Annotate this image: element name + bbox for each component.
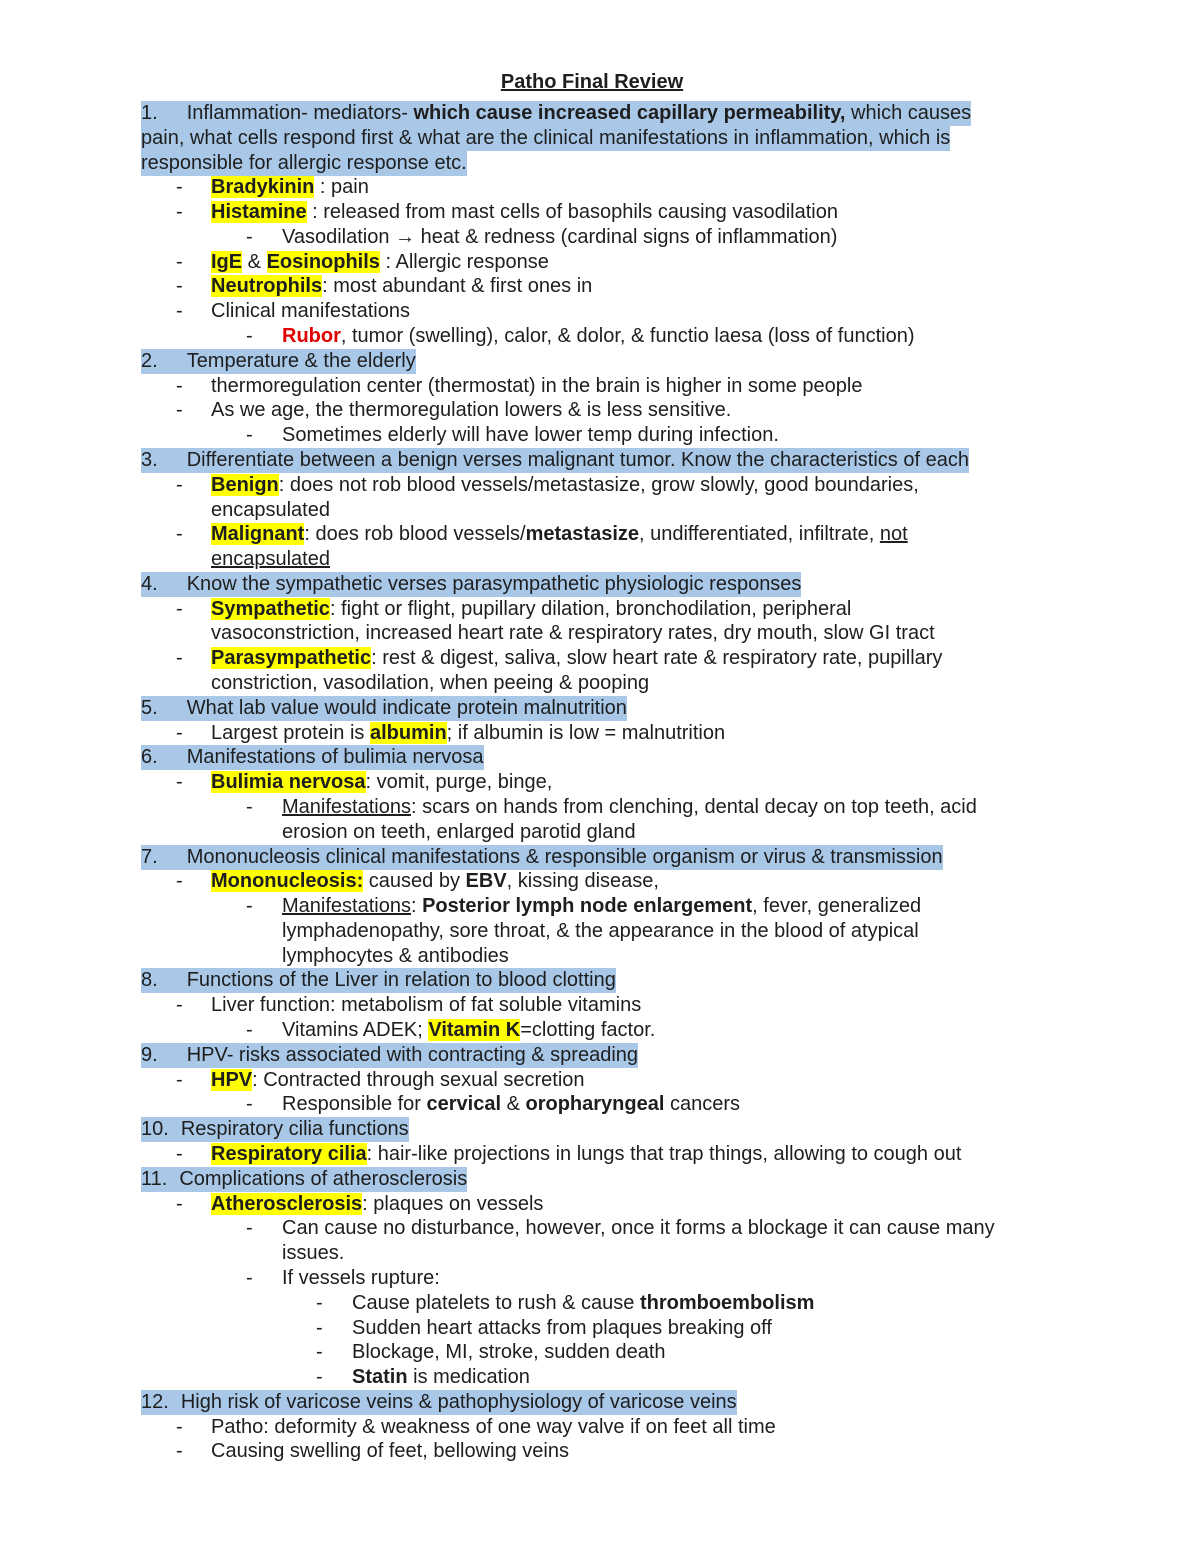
item-text: lymphadenopathy, sore throat, & the appearance in the blood of atypical (282, 920, 919, 942)
list-item (0, 1192, 1200, 1217)
question-text: Manifestations of bulimia nervosa (186, 746, 484, 768)
list-item (0, 175, 1200, 200)
item-text: : does rob blood vessels/ (304, 523, 526, 545)
question-11 (0, 1167, 1200, 1192)
sub-list-item-cont (0, 944, 1200, 969)
item-text-underlined: encapsulated (211, 548, 330, 570)
bullet-dash: - (176, 598, 183, 620)
list-item (0, 869, 1200, 894)
item-text: & (242, 251, 267, 273)
question-text: pain, what cells respond first & what are the clinical manifestations in inflammation, which is (141, 127, 951, 149)
sub-list-item (0, 1092, 1200, 1117)
question-3 (0, 448, 1200, 473)
key-term: Sympathetic (211, 598, 330, 620)
bullet-dash: - (176, 722, 183, 744)
item-text-bold: cervical (426, 1093, 502, 1115)
question-2 (0, 349, 1200, 374)
bullet-dash: - (176, 474, 183, 496)
bullet-dash: - (246, 1217, 253, 1239)
list-item (0, 770, 1200, 795)
question-8 (0, 968, 1200, 993)
item-text: Vitamins ADEK; (282, 1019, 429, 1041)
question-number: 2. (141, 350, 158, 372)
key-term: Respiratory cilia (211, 1143, 367, 1165)
item-text: : (410, 895, 423, 917)
item-text: If vessels rupture: (282, 1267, 440, 1289)
item-text: Liver function: metabolism of fat soluble vitamins (211, 994, 642, 1016)
question-text: Mononucleosis clinical manifestations & responsible organism or virus & transmission (186, 846, 943, 868)
list-item (0, 721, 1200, 746)
question-number: 6. (141, 746, 158, 768)
bullet-dash: - (176, 994, 183, 1016)
item-text: Cause platelets to rush & cause (352, 1292, 640, 1314)
bullet-dash: - (246, 226, 253, 248)
list-item-cont (0, 547, 1200, 572)
item-text: ; if albumin is low = malnutrition (446, 722, 726, 744)
item-text: : Contracted through sexual secretion (252, 1069, 585, 1091)
bullet-dash: - (176, 523, 183, 545)
item-text: Largest protein is (211, 722, 370, 744)
question-7 (0, 845, 1200, 870)
bullet-dash: - (176, 1069, 183, 1091)
key-term: albumin (369, 722, 447, 744)
bullet-dash: - (176, 771, 183, 793)
sub-list-item (0, 795, 1200, 820)
bullet-dash: - (316, 1292, 323, 1314)
list-item-cont (0, 498, 1200, 523)
item-text: : hair-like projections in lungs that trap things, allowing to cough out (366, 1143, 962, 1165)
key-term: Vitamin K (428, 1019, 521, 1041)
question-number: 4. (141, 573, 158, 595)
item-text: Patho: deformity & weakness of one way valve if on feet all time (211, 1416, 776, 1438)
sub-list-item-cont (0, 820, 1200, 845)
item-text: : most abundant & first ones in (322, 275, 593, 297)
list-item-cont (0, 621, 1200, 646)
item-text: is medication (407, 1366, 530, 1388)
item-text: : pain (314, 176, 369, 198)
item-text: : does not rob blood vessels/metastasize, grow slowly, good boundaries, (278, 474, 919, 496)
item-text: issues. (282, 1242, 345, 1264)
bullet-dash: - (246, 796, 253, 818)
question-4 (0, 572, 1200, 597)
item-text: , tumor (swelling), calor, & dolor, & functio laesa (loss of function) (340, 325, 915, 347)
bullet-dash: - (316, 1317, 323, 1339)
question-number: 10. (141, 1118, 169, 1140)
bullet-dash: - (246, 424, 253, 446)
question-text: HPV- risks associated with contracting & spreading (186, 1044, 639, 1066)
key-term: Mononucleosis: (211, 870, 364, 892)
item-text-underlined: Manifestations (282, 895, 411, 917)
item-text: =clotting factor. (520, 1019, 656, 1041)
item-text: : rest & digest, saliva, slow heart rate & respiratory rate, pupillary (371, 647, 943, 669)
question-text: What lab value would indicate protein malnutrition (186, 697, 627, 719)
bullet-dash: - (176, 1143, 183, 1165)
bullet-dash: - (246, 895, 253, 917)
bullet-dash: - (316, 1341, 323, 1363)
sub-list-item-cont (0, 919, 1200, 944)
list-item (0, 1439, 1200, 1464)
question-number: 5. (141, 697, 158, 719)
item-text: constriction, vasodilation, when peeing & pooping (211, 672, 650, 694)
item-text: : fight or flight, pupillary dilation, bronchodilation, peripheral (329, 598, 852, 620)
question-1-cont (0, 126, 1200, 151)
item-text: cancers (664, 1093, 741, 1115)
item-text: lymphocytes & antibodies (282, 945, 509, 967)
list-item (0, 1415, 1200, 1440)
bullet-dash: - (246, 1093, 253, 1115)
sub-sub-list-item (0, 1340, 1200, 1365)
bullet-dash: - (176, 275, 183, 297)
key-term: Bradykinin (211, 176, 315, 198)
item-text: encapsulated (211, 499, 330, 521)
question-text: Functions of the Liver in relation to blood clotting (186, 969, 616, 991)
key-term: Parasympathetic (211, 647, 372, 669)
bullet-dash: - (176, 375, 183, 397)
question-text-bold: which cause increased capillary permeability, (413, 102, 846, 124)
bullet-dash: - (176, 1416, 183, 1438)
bullet-dash: - (176, 251, 183, 273)
question-number: 3. (141, 449, 158, 471)
list-item (0, 200, 1200, 225)
item-text: caused by (363, 870, 466, 892)
sub-list-item (0, 894, 1200, 919)
sub-list-item (0, 423, 1200, 448)
item-text: erosion on teeth, enlarged parotid gland (282, 821, 636, 843)
item-text: Responsible for (282, 1093, 427, 1115)
item-text-bold: Statin (352, 1366, 408, 1388)
sub-sub-list-item (0, 1291, 1200, 1316)
list-item (0, 398, 1200, 423)
key-term: Bulimia nervosa (211, 771, 366, 793)
question-number: 8. (141, 969, 158, 991)
bullet-dash: - (176, 647, 183, 669)
item-text-bold: metastasize (525, 523, 639, 545)
item-text: Clinical manifestations (211, 300, 410, 322)
item-text-bold: Posterior lymph node enlargement (422, 895, 753, 917)
item-text: As we age, the thermoregulation lowers & is less sensitive. (211, 399, 732, 421)
list-item (0, 646, 1200, 671)
item-text: Sudden heart attacks from plaques breaking off (352, 1317, 772, 1339)
key-term: Malignant (211, 523, 305, 545)
question-12 (0, 1390, 1200, 1415)
question-text: which causes (845, 102, 972, 124)
bullet-dash: - (246, 325, 253, 347)
item-text: : scars on hands from clenching, dental decay on top teeth, acid (410, 796, 977, 818)
item-text: : released from mast cells of basophils causing vasodilation (306, 201, 838, 223)
item-text: : vomit, purge, binge, (365, 771, 553, 793)
bullet-dash: - (176, 1440, 183, 1462)
list-item (0, 250, 1200, 275)
key-term: Neutrophils (211, 275, 323, 297)
item-text: Vasodilation → heat & redness (cardinal signs of inflammation) (282, 226, 838, 248)
question-6 (0, 745, 1200, 770)
key-term: Atherosclerosis (211, 1193, 363, 1215)
question-number: 11. (141, 1168, 168, 1190)
list-item (0, 299, 1200, 324)
item-text: Causing swelling of feet, bellowing veins (211, 1440, 569, 1462)
question-number: 7. (141, 846, 158, 868)
sub-list-item (0, 1266, 1200, 1291)
item-text: Blockage, MI, stroke, sudden death (352, 1341, 666, 1363)
question-5 (0, 696, 1200, 721)
item-text-bold: oropharyngeal (525, 1093, 665, 1115)
sub-list-item (0, 225, 1200, 250)
question-text: Differentiate between a benign verses malignant tumor. Know the characteristics of each (186, 449, 969, 471)
list-item-cont (0, 671, 1200, 696)
question-9 (0, 1043, 1200, 1068)
sub-list-item-cont (0, 1241, 1200, 1266)
list-item (0, 993, 1200, 1018)
item-text: : Allergic response (379, 251, 549, 273)
list-item (0, 597, 1200, 622)
key-term: Benign (211, 474, 279, 496)
question-text: High risk of varicose veins & pathophysiology of varicose veins (180, 1391, 737, 1413)
list-item (0, 473, 1200, 498)
bullet-dash: - (246, 1267, 253, 1289)
bullet-dash: - (176, 300, 183, 322)
question-text: Inflammation- mediators- (186, 102, 414, 124)
item-text: & (501, 1093, 526, 1115)
bullet-dash: - (176, 176, 183, 198)
bullet-dash: - (176, 201, 183, 223)
bullet-dash: - (176, 399, 183, 421)
item-text: Can cause no disturbance, however, once it forms a blockage it can cause many (282, 1217, 995, 1239)
item-text-underlined: not (879, 523, 908, 545)
item-text: thermoregulation center (thermostat) in the brain is higher in some people (211, 375, 863, 397)
question-text: Complications of atherosclerosis (179, 1168, 468, 1190)
sub-list-item (0, 1216, 1200, 1241)
sub-list-item (0, 324, 1200, 349)
sub-list-item (0, 1018, 1200, 1043)
item-text: , fever, generalized (752, 895, 922, 917)
key-term: Eosinophils (266, 251, 380, 273)
key-term: IgE (211, 251, 243, 273)
key-term: Histamine (211, 201, 307, 223)
list-item (0, 1068, 1200, 1093)
key-term-red: Rubor (282, 325, 341, 347)
list-item (0, 274, 1200, 299)
bullet-dash: - (176, 1193, 183, 1215)
item-text: vasoconstriction, increased heart rate & respiratory rates, dry mouth, slow GI tract (211, 622, 935, 644)
item-text: Sometimes elderly will have lower temp during infection. (282, 424, 779, 446)
key-term: HPV (211, 1069, 253, 1091)
item-text-bold: EBV (465, 870, 507, 892)
list-item (0, 1142, 1200, 1167)
question-text: Temperature & the elderly (186, 350, 416, 372)
list-item (0, 374, 1200, 399)
item-text-underlined: Manifestations (282, 796, 411, 818)
sub-sub-list-item (0, 1365, 1200, 1390)
list-item (0, 522, 1200, 547)
item-text: , kissing disease, (506, 870, 659, 892)
question-number: 1. (141, 102, 158, 124)
item-text-bold: thromboembolism (639, 1292, 815, 1314)
question-text: Know the sympathetic verses parasympathetic physiologic responses (186, 573, 802, 595)
item-text: : plaques on vessels (362, 1193, 544, 1215)
question-10 (0, 1117, 1200, 1142)
question-text: responsible for allergic response etc. (141, 152, 467, 174)
item-text: , undifferentiated, infiltrate, (639, 523, 880, 545)
question-number: 12. (141, 1391, 169, 1413)
sub-sub-list-item (0, 1316, 1200, 1341)
question-text: Respiratory cilia functions (180, 1118, 409, 1140)
bullet-dash: - (176, 870, 183, 892)
bullet-dash: - (316, 1366, 323, 1388)
question-1-cont (0, 151, 1200, 176)
question-number: 9. (141, 1044, 158, 1066)
question-1 (0, 101, 1200, 126)
bullet-dash: - (246, 1019, 253, 1041)
document-title: Patho Final Review (500, 71, 684, 93)
